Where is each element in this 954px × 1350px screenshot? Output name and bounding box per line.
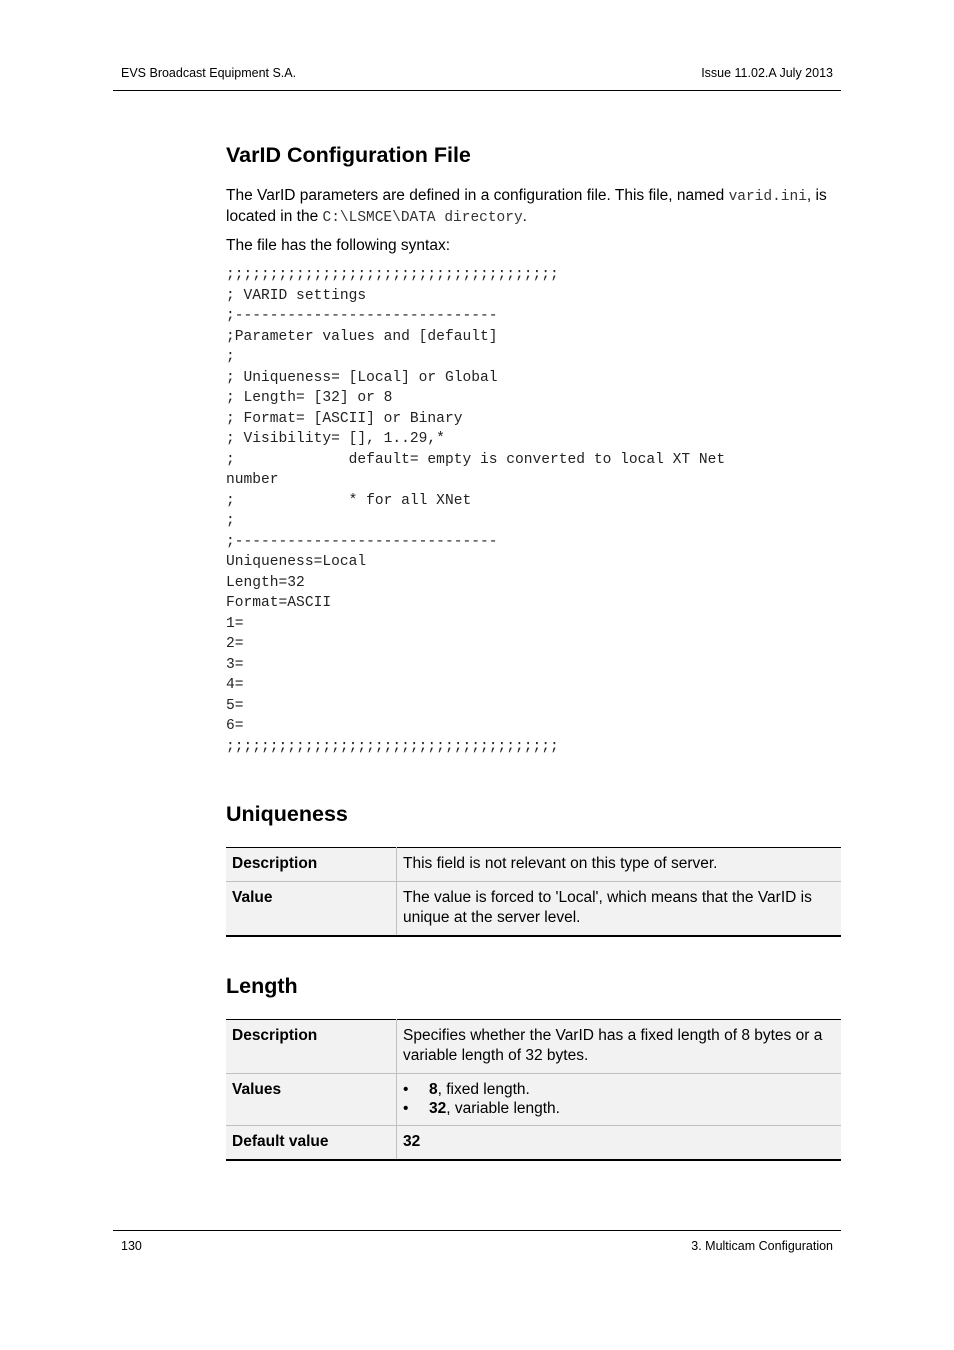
- uniqueness-desc-value: This field is not relevant on this type of server.: [397, 848, 842, 882]
- uniqueness-desc-key: Description: [226, 848, 397, 882]
- intro-text-1: The VarID parameters are defined in a configuration file. This file, named: [226, 187, 729, 204]
- section-title-varid: VarID Configuration File: [226, 143, 471, 167]
- syntax-intro: The file has the following syntax:: [226, 237, 451, 254]
- table-row: [226, 848, 841, 882]
- config-code-block: ;;;;;;;;;;;;;;;;;;;;;;;;;;;;;;;;;;;;;; ; VARID settings ;------------------------------ ;Parameter values and [default] ; ; Uniqueness= [Local] or Global ; Length= [32] or 8 ; Format= [ASCII] or Binary ; Visibility= [], 1..29,* ; default= empty is converted to local XT Net number ; * for all XNet ; ;------------------------------ Uniqueness=Local Length=32 Format=ASCII 1= 2= 3= 4= 5= 6= ;;;;;;;;;;;;;;;;;;;;;;;;;;;;;;;;;;;;;;: [226, 267, 726, 755]
- list-item: [403, 1080, 835, 1099]
- section-title-length: Length: [226, 974, 298, 998]
- footer-chapter: 3. Multicam Configuration: [691, 1239, 833, 1253]
- length-default-value: 32: [397, 1126, 842, 1161]
- value-bold: 8: [429, 1081, 438, 1098]
- bullet-icon: •: [403, 1100, 409, 1117]
- uniqueness-value-value: The value is forced to 'Local', which means that the VarID is unique at the server level.: [397, 882, 842, 937]
- length-values-key: Values: [226, 1074, 397, 1126]
- page-content: [226, 140, 841, 1161]
- header-company: EVS Broadcast Equipment S.A.: [121, 66, 297, 80]
- uniqueness-value-key: Value: [226, 882, 397, 937]
- uniqueness-table: [226, 847, 841, 937]
- intro-path: C:\LSMCE\DATA directory: [322, 210, 523, 226]
- bullet-icon: •: [403, 1081, 409, 1098]
- page-footer: [113, 1230, 841, 1253]
- intro-text-2: , is located in the: [226, 187, 827, 225]
- intro-filename: varid.ini: [728, 189, 807, 205]
- value-text: , variable length.: [446, 1100, 560, 1117]
- table-row: [226, 1126, 841, 1161]
- intro-paragraph: [226, 186, 841, 228]
- footer-page-number: 130: [121, 1239, 142, 1253]
- length-desc-key: Description: [226, 1020, 397, 1074]
- list-item: [403, 1099, 835, 1118]
- length-table: [226, 1019, 841, 1161]
- section-title-uniqueness: Uniqueness: [226, 802, 348, 826]
- value-text: , fixed length.: [437, 1081, 530, 1098]
- length-values-cell: [397, 1074, 842, 1126]
- table-row: [226, 1074, 841, 1126]
- length-values-list: [403, 1080, 835, 1118]
- table-row: [226, 882, 841, 937]
- intro-text-3: .: [522, 208, 527, 225]
- length-desc-value: Specifies whether the VarID has a fixed length of 8 bytes or a variable length of 32 bytes.: [397, 1020, 842, 1074]
- length-default-key: Default value: [226, 1126, 397, 1161]
- header-issue: Issue 11.02.A July 2013: [701, 66, 833, 80]
- table-row: [226, 1020, 841, 1074]
- value-bold: 32: [429, 1100, 447, 1117]
- page-header: [113, 64, 841, 91]
